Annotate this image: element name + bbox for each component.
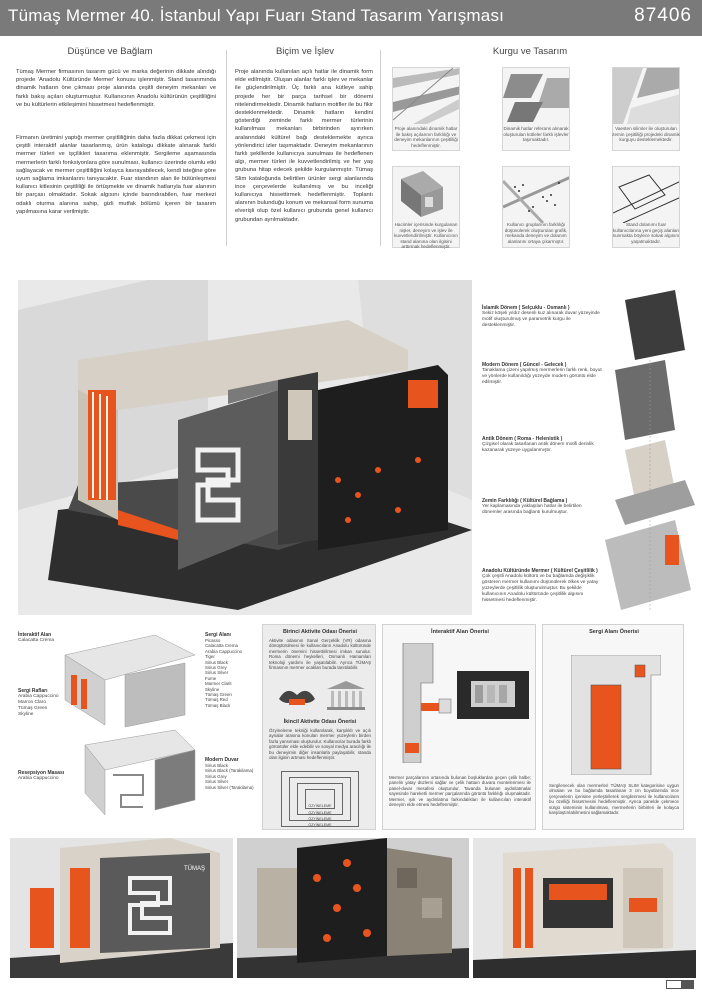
plan-label-title: Resepsiyon Masası [18,770,65,776]
temple-icon [325,679,367,713]
column-divider [226,50,227,246]
interactive-text: Mermer parçalarının ortasında bulunan boşluklardan geçen çelik halbe; panelin yatay düzlemi sağlar ve çelik hattaın duvara montelenmesi ile panel-duvar mesafesi oluşturulur. Tavanda bulunan aydınlatmalar sayesinde hareketli mermer parçalarında görüntü farklılığı oluşmaktadır. Mermer, ışık ve aydınlatma farkındalıkları ile kullanıcıları interaktif deneyim elde etmesi hedeflenmiştir. [389,775,531,808]
render-view-2 [237,838,469,978]
section-title-concept: Düşünce ve Bağlam [67,46,153,57]
vr-text-2: Özyineleme tekniği kullanılarak, karşılıklı ve açılı aynalar arasına konulan mermer yüzeylerin birden fazla yansıması oluşturulur. Kullanıcılar burada farklı görüntüler elde edebilir ve sosyal medya aracılığı ile bu deneyimin diğer insanlarla paylaşabilir, standa olan ilginin artması hedeflenmiştir. [269,728,371,761]
explode-label-floor [482,498,602,516]
render-logo-text: TÜMAŞ [184,866,205,872]
plan-label-reception [18,770,78,782]
recursion-tag: ÖZYİNELEME [308,804,332,808]
concept-paragraph-1: Tümaş Mermer firmasının tasarım gücü ve marka değerinin dikkate alındığı projede 'Anadolu Kültüründe Mermer' konusu işlenmiştir. Stand tasarımında dinamik hatların öne çıkması proje alanında çeşitli deneyim mekanları ve farklı bakış açıları oluşturmuştur. Kullanıcının Anadolu kültürünün çeşitliliğini ve bu kültürlerin etkileşimini hissetmesi hedeflenmiştir. [16,69,216,108]
explode-label-modern [482,362,602,386]
plan-label-title: Sergi Alanı [205,632,231,638]
plan-label-title: Modern Duvar [205,757,239,763]
plan-label-title: Sergi Rafları [18,688,48,694]
explode-label-title: Anadolu Kültüründe Mermer ( Kültürel Çeşitlilik ) [482,568,598,574]
exhibit-text: Sergilenecek olan mermerleri TÜMAŞ SLIM kategorisine uygun olmaları ve bu bağlamda tasarlanan 3 cm boyutlarında ince çerçevelerin içerisine yerleştirilerek sergilenmesi ile kullanıcıların bu özelliği hissetmesini hedeflenmiştir. Ayrıca panelde çekmece sürgü sisteminin kullanılması, mermerlerin birbirleri ile kolayca karşılaştırılabilmesini sağlamaktadır. [549,783,679,816]
recursion-tag: ÖZYİNELEME [308,823,332,827]
plan-label-shelves [18,688,73,718]
plan-label-text: Picasso Calacatta Crema Arabia Cappuccino Tiger Sirius Black Sirius Grey Sirius Silver Fume Marmer Clarit Skyline Tümaş Green Tümaş Red Tümaş Black [205,638,243,708]
vr-title-2: İkincil Aktivite Odası Önerisi [283,719,357,725]
vr-title-1: Birinci Aktivite Odası Önerisi [282,629,358,635]
render-view-3 [473,838,696,978]
exploded-axonometric [605,290,697,620]
diagram-caption-5: Kullanıcı gruplarının farklılığı düşünülerek oluşturulan grafik, mekanda deneyim ve dolanım alanlarını ortaya çıkarmıştır. [504,222,568,244]
exhibit-drawing [571,655,661,775]
explode-label-text: Çizgisel olarak tasarlanan antik dönem motifi derinlik kazanarak yüzeye uygulanmıştır. [482,442,594,453]
vr-panel [262,624,376,830]
explode-label-text: Çok çeşitli Anadolu kültürü ve bu bağlamda değişiklik gösteren mermer kullanımı düşünülerek ölkes ve yatay yüzeylerde çeşitlilik oluşturulmuştur. Bu şekilde kullanıcının Anadolu kültüründe çeşitlilik algısını hissetmesi hedeflenmiştir. [482,574,599,603]
explode-label-title: Antik Dönem ( Roma - Helenistik ) [482,436,563,442]
recursion-tag: ÖZYİNELEME [308,817,332,821]
recursion-tag: ÖZYİNELEME [308,811,332,815]
concept-paragraph-2: Firmanın üretimini yaptığı mermer çeşitliliğinin daha fazla dikkat çekmesi için çeşitli interaktif alanlar tasarlanmış, ürün katalogu dikkate alınarak farklı mermer türleri ve işçilikleri tasarıma eklenmiştir. Sergileme aşamasında mermerlerin farklı fonksiyonlara göre sunulması, kullanıcı üzerinde olumlu etki sağlayacak ve mermer çeşitliliğini kolayca kavrayabilecek, kendi isteğine göre uyum sağlama imkanlarını tanıyacaktır. Fuar standının alan ile bütünleşmesi kullanıcı kitlesinin çeşitliliği ile örtüşmekte ve dinamik hatlarıyla fuar alanının bir parçası olmaktadır. Sokak algısını içinde barındırabilen, fuar merkezi odaklı oturma alanına sahip, gizli mutfak bölümü içeren bir tasarım yapılmasına karar verilmiştir. [16,135,216,215]
section-title-design: Kurgu ve Tasarım [492,46,568,57]
diagram-caption-6: Stand dolanımı fuar kullanıcılarına yeni geçiş alanları sunmakta böylece sokak algısını yaşatmaktadır. [612,222,680,244]
explode-label-title: İslamik Dönem ( Selçuklu - Osmanlı ) [482,305,570,311]
material-axonometric [45,635,205,825]
column-divider [380,50,381,246]
plan-label-exhibit [205,632,257,708]
explode-label-anatolia [482,568,607,604]
explode-label-text: Sekiz köşeli yıldız desenli kuz alınarak duvar yüzeyinde motif oluşturulmuş ve parametrik kurgu ile desteklenmiştir. [482,311,600,328]
interactive-title: İnteraktif Alan Önerisi [431,629,489,635]
interactive-panel [382,624,536,830]
explode-label-text: Tanaklama çizeni yapılmış mermerlerin farklı renk, boyut ve yönlerde kullanıldığı yüzeyde modern görüntü elde edilmiştir. [482,368,602,385]
section-title-form: Biçim ve İşlev [275,46,335,57]
entry-number: 87406 [634,5,692,26]
plan-label-text: Arabia Cappuccino Marron Claro Tümaş Green Skyline [18,694,59,717]
plan-label-modern-wall [205,757,260,790]
explode-label-title: Zemin Farklılığı ( Kültürel Bağlama ) [482,498,568,504]
explode-label-text: Yer kaplamasında yaklaşılan hatlar ile belirtilen dönemler arasında bağlantı kurulmuştur. [482,504,582,515]
plan-label-interactive [18,632,78,644]
explode-label-antique [482,436,602,454]
explode-label-islamic [482,305,602,329]
recursion-diagram [281,771,359,827]
diagram-caption-2: Dinamik hatlar referans alınarak oluşturulan kütleler farklı işlevler taşımaktadır. [503,126,569,143]
exhibit-title: Sergi Alanı Önerisi [589,629,639,635]
interactive-plan-drawing [393,643,453,763]
explode-label-title: Modern Dönem ( Güncel - Gelecek ) [482,362,567,368]
interactive-photo [457,671,529,719]
main-stand-render [18,280,472,615]
page-title: Tümaş Mermer 40. İstanbul Yapı Fuarı Stand Tasarım Yarışması [8,6,505,25]
exhibit-panel [542,624,684,830]
plan-label-text: Sirius Black Sirius Black (Tarakilama) Sirius Grey Sirius Silver Sirius Silver (Tarakilama) [205,763,254,790]
plan-label-title: İnteraktif Alan [18,632,52,638]
diagram-caption-4: Hacimler içerisinde kurgulanan nişler, deneyim ve işlev ile kuvvetlendirilmiştir. Kullanıcının stand alanına olan ilgisini arttırmak hedeflenmiştir. [394,222,458,250]
form-paragraph: Proje alanında kullanılan açılı hatlar ile dinamik form elde edilmiştir. Oluşan alanlar farklı işlev ve mekanlar ile güçlendirilmiştir. Üç farklı ana kütleye sahip projede her bir parça tarihsel bir dönemi nitelendirmektedir. Dinamik hatların motifler ile bu fikir desteklenmektedir. Dinamik hatların kendini gösterdiği zeminde farklı mermer türlerinin kullanılması mekanları birbirinden ayırırken aralarındaki kültürel bağı desteklemekte ayrıca yönlendirici izler taşımaktadır. Deneyim mekanlarının farklı şekillerde kullanıcıya sunulması ile hedeflenen algı, mermer türleri ile kuvvetlendirilmiş ve her yaş grubuna hitap edecek şekilde kurgulanmıştır. Tümaş Slim kataloğunda belirtilen ürünler sergi alanlarında ince çerçevelerde kullanılmış ve bu inceliği kullanıcıya hissettirmek hedeflenmiştir. Toplantı alanının bulunduğu konum ve mekansal form sunuma elverişli olup özel kullanıcı grubunda genel kullanıcı grubundan ayrılmaktadır. [235,69,373,223]
plan-label-text: Arabia Cappuccino [18,776,59,781]
vr-text-1: Aktivite odasının Sanal Gerçeklik (VR) odasına dönüştürülmesi ile kullanıcıların Anadolu kültüründe mermerin önemini hissettirilmesi imkan sunulur. Roma dönemi heykelleri, Osmanlı Hamamları teknoloji yardımı ile yaşatılabilir. Ayrıca TÜMAŞ firmasının mermer ocakları burada tanıtılabilir. [269,638,371,671]
plan-label-text: Calacatta Crema [18,638,54,643]
vr-headset-icon [277,683,317,711]
diagram-caption-1: Proje alanındaki dinamik hatlar ile bakış açılarının farklılığı ve deneyim mekanlarının çeşitliliği hedeflenmiştir. [394,126,458,148]
render-view-1 [10,838,233,978]
header-bar [0,0,702,36]
diagram-caption-3: Vaesten silimler ile oluşturulan zemin çeşitliliği projedeki dinamik kurguyu desteklemektedir. [612,126,680,143]
footer-mark [666,980,694,989]
